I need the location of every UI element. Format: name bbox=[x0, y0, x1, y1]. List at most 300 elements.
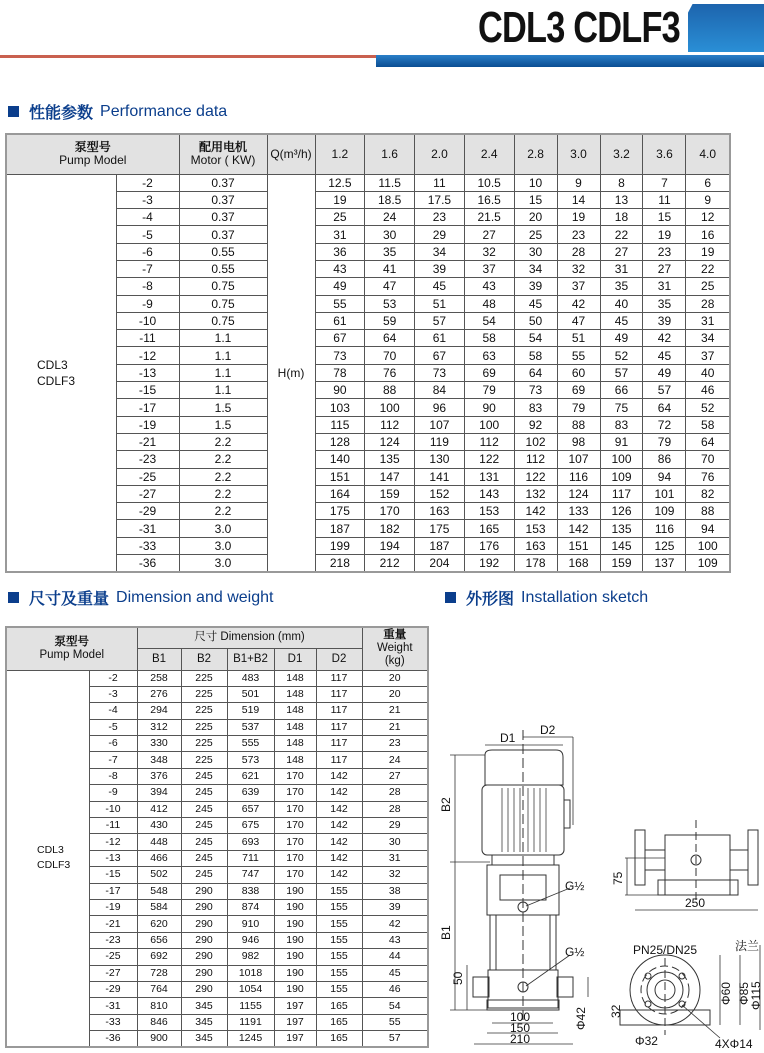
head-value-cell: 141 bbox=[415, 468, 465, 485]
b2-cell: 225 bbox=[181, 670, 227, 686]
model-suffix-cell: -10 bbox=[89, 801, 137, 817]
head-value-cell: 153 bbox=[464, 503, 514, 520]
b1-plus-b2-cell: 910 bbox=[227, 916, 274, 932]
motor-header bbox=[179, 134, 267, 174]
b1-plus-b2-cell: 555 bbox=[227, 736, 274, 752]
head-value-cell: 70 bbox=[365, 347, 415, 364]
motor-power-cell: 0.75 bbox=[179, 278, 267, 295]
d2-cell: 117 bbox=[316, 686, 362, 702]
head-value-cell: 49 bbox=[600, 330, 643, 347]
head-value-cell: 67 bbox=[315, 330, 365, 347]
head-value-cell: 159 bbox=[600, 555, 643, 573]
b1-cell: 656 bbox=[137, 932, 181, 948]
d1-cell: 170 bbox=[274, 818, 316, 834]
d2-cell: 155 bbox=[316, 981, 362, 997]
model-suffix-cell: -15 bbox=[116, 382, 179, 399]
dimension-group-header: 尺寸 Dimension (mm) bbox=[137, 627, 362, 648]
label-flange-spec: PN25/DN25 bbox=[633, 943, 698, 957]
head-value-cell: 19 bbox=[557, 209, 600, 226]
b1-cell: 276 bbox=[137, 686, 181, 702]
b2-cell: 225 bbox=[181, 686, 227, 702]
series-line-2: CDLF3 bbox=[37, 859, 71, 872]
head-value-cell: 17.5 bbox=[415, 191, 465, 208]
model-suffix-cell: -15 bbox=[89, 867, 137, 883]
head-value-cell: 43 bbox=[464, 278, 514, 295]
head-value-cell: 98 bbox=[557, 433, 600, 450]
head-value-cell: 115 bbox=[315, 416, 365, 433]
b1-cell: 584 bbox=[137, 899, 181, 915]
head-value-cell: 175 bbox=[315, 503, 365, 520]
motor-power-cell: 1.5 bbox=[179, 416, 267, 433]
d1-cell: 148 bbox=[274, 686, 316, 702]
d2-cell: 155 bbox=[316, 916, 362, 932]
d1-cell: 148 bbox=[274, 752, 316, 768]
head-value-cell: 46 bbox=[686, 382, 730, 399]
head-value-cell: 145 bbox=[600, 537, 643, 554]
b1-cell: 810 bbox=[137, 998, 181, 1014]
weight-cell: 31 bbox=[362, 850, 428, 866]
head-value-cell: 126 bbox=[600, 503, 643, 520]
head-value-cell: 109 bbox=[686, 555, 730, 573]
head-value-cell: 15 bbox=[643, 209, 686, 226]
b1-plus-b2-cell: 711 bbox=[227, 850, 274, 866]
model-suffix-cell: -19 bbox=[89, 899, 137, 915]
d2-cell: 165 bbox=[316, 1031, 362, 1048]
flow-column-header: 3.6 bbox=[643, 134, 686, 174]
d1-cell: 190 bbox=[274, 899, 316, 915]
head-value-cell: 116 bbox=[643, 520, 686, 537]
b1-cell: 312 bbox=[137, 719, 181, 735]
d1-cell: 197 bbox=[274, 1031, 316, 1048]
head-value-cell: 164 bbox=[315, 485, 365, 502]
section-square-icon bbox=[445, 592, 456, 603]
b1-plus-b2-cell: 675 bbox=[227, 818, 274, 834]
label-b1: B1 bbox=[439, 925, 453, 940]
b1-cell: 412 bbox=[137, 801, 181, 817]
head-value-cell: 30 bbox=[514, 243, 557, 260]
label-flange-cn: 法兰 bbox=[735, 939, 760, 953]
head-value-cell: 194 bbox=[365, 537, 415, 554]
b2-cell: 245 bbox=[181, 867, 227, 883]
model-suffix-cell: -17 bbox=[116, 399, 179, 416]
series-line-1: CDL3 bbox=[37, 357, 68, 372]
flow-column-header: 3.0 bbox=[557, 134, 600, 174]
head-value-cell: 47 bbox=[557, 312, 600, 329]
head-value-cell: 178 bbox=[514, 555, 557, 573]
motor-power-cell: 3.0 bbox=[179, 555, 267, 573]
head-value-cell: 91 bbox=[600, 433, 643, 450]
head-value-cell: 10 bbox=[514, 174, 557, 191]
performance-header-row bbox=[6, 134, 730, 174]
weight-cell: 21 bbox=[362, 703, 428, 719]
b2-cell: 245 bbox=[181, 785, 227, 801]
d2-cell: 165 bbox=[316, 1014, 362, 1030]
head-value-cell: 69 bbox=[464, 364, 514, 381]
head-value-cell: 50 bbox=[514, 312, 557, 329]
head-value-cell: 102 bbox=[514, 433, 557, 450]
label-dim-phi42: Φ42 bbox=[574, 1007, 588, 1030]
head-value-cell: 9 bbox=[686, 191, 730, 208]
head-value-cell: 58 bbox=[686, 416, 730, 433]
b2-cell: 245 bbox=[181, 834, 227, 850]
head-value-cell: 88 bbox=[557, 416, 600, 433]
head-value-cell: 45 bbox=[600, 312, 643, 329]
b2-cell: 245 bbox=[181, 850, 227, 866]
label-dim-150: 150 bbox=[510, 1021, 531, 1035]
d1-cell: 148 bbox=[274, 703, 316, 719]
header-rule-blue bbox=[376, 55, 764, 67]
weight-cell: 24 bbox=[362, 752, 428, 768]
d2-cell: 142 bbox=[316, 834, 362, 850]
d2-cell: 117 bbox=[316, 752, 362, 768]
model-suffix-cell: -8 bbox=[89, 768, 137, 784]
head-value-cell: 53 bbox=[365, 295, 415, 312]
b1-plus-b2-cell: 573 bbox=[227, 752, 274, 768]
head-value-cell: 9 bbox=[557, 174, 600, 191]
d1-cell: 170 bbox=[274, 850, 316, 866]
d2-cell: 142 bbox=[316, 850, 362, 866]
model-suffix-cell: -2 bbox=[89, 670, 137, 686]
head-value-cell: 70 bbox=[686, 451, 730, 468]
head-value-cell: 175 bbox=[415, 520, 465, 537]
head-value-cell: 24 bbox=[365, 209, 415, 226]
head-value-cell: 83 bbox=[514, 399, 557, 416]
weight-cell: 23 bbox=[362, 736, 428, 752]
head-value-cell: 23 bbox=[557, 226, 600, 243]
section-title-en: Dimension and weight bbox=[116, 588, 274, 606]
d2-cell: 142 bbox=[316, 768, 362, 784]
weight-cell: 46 bbox=[362, 981, 428, 997]
head-value-cell: 92 bbox=[514, 416, 557, 433]
motor-header-cn: 配用电机 bbox=[198, 140, 247, 155]
head-value-cell: 73 bbox=[415, 364, 465, 381]
model-suffix-cell: -36 bbox=[89, 1031, 137, 1048]
d1-cell: 190 bbox=[274, 981, 316, 997]
motor-power-cell: 1.1 bbox=[179, 382, 267, 399]
series-line-2: CDLF3 bbox=[37, 373, 76, 388]
b1-plus-b2-cell: 693 bbox=[227, 834, 274, 850]
b1-plus-b2-cell: 946 bbox=[227, 932, 274, 948]
head-value-cell: 16.5 bbox=[464, 191, 514, 208]
head-value-cell: 165 bbox=[464, 520, 514, 537]
head-value-cell: 27 bbox=[600, 243, 643, 260]
head-value-cell: 109 bbox=[600, 468, 643, 485]
head-value-cell: 107 bbox=[557, 451, 600, 468]
b1-cell: 394 bbox=[137, 785, 181, 801]
head-value-cell: 55 bbox=[557, 347, 600, 364]
weight-cell: 39 bbox=[362, 899, 428, 915]
weight-cell: 30 bbox=[362, 834, 428, 850]
b1-cell: 448 bbox=[137, 834, 181, 850]
model-suffix-cell: -12 bbox=[116, 347, 179, 364]
pump-series-cell bbox=[6, 670, 89, 1047]
model-suffix-cell: -21 bbox=[89, 916, 137, 932]
head-value-cell: 34 bbox=[686, 330, 730, 347]
head-value-cell: 152 bbox=[415, 485, 465, 502]
motor-power-cell: 2.2 bbox=[179, 451, 267, 468]
head-value-cell: 57 bbox=[643, 382, 686, 399]
head-value-cell: 11 bbox=[415, 174, 465, 191]
head-value-cell: 41 bbox=[365, 260, 415, 277]
pump-series-cell bbox=[6, 174, 116, 572]
head-value-cell: 124 bbox=[557, 485, 600, 502]
dim-col-b1-b2: B1+B2 bbox=[227, 648, 274, 670]
b1-plus-b2-cell: 838 bbox=[227, 883, 274, 899]
head-value-cell: 137 bbox=[643, 555, 686, 573]
head-value-cell: 103 bbox=[315, 399, 365, 416]
flow-column-header: 4.0 bbox=[686, 134, 730, 174]
head-value-cell: 23 bbox=[643, 243, 686, 260]
head-value-cell: 25 bbox=[686, 278, 730, 295]
model-suffix-cell: -12 bbox=[89, 834, 137, 850]
head-value-cell: 88 bbox=[686, 503, 730, 520]
head-value-cell: 27 bbox=[643, 260, 686, 277]
head-value-cell: 54 bbox=[514, 330, 557, 347]
d1-cell: 190 bbox=[274, 949, 316, 965]
head-value-cell: 112 bbox=[464, 433, 514, 450]
model-suffix-cell: -6 bbox=[116, 243, 179, 260]
head-value-cell: 83 bbox=[600, 416, 643, 433]
head-value-cell: 90 bbox=[315, 382, 365, 399]
b1-cell: 330 bbox=[137, 736, 181, 752]
model-suffix-cell: -8 bbox=[116, 278, 179, 295]
model-suffix-cell: -2 bbox=[116, 174, 179, 191]
b1-cell: 376 bbox=[137, 768, 181, 784]
head-value-cell: 61 bbox=[315, 312, 365, 329]
motor-power-cell: 0.55 bbox=[179, 243, 267, 260]
b1-cell: 502 bbox=[137, 867, 181, 883]
head-value-cell: 51 bbox=[415, 295, 465, 312]
label-dim-32: 32 bbox=[609, 1004, 623, 1018]
label-dim-phi32: Φ32 bbox=[635, 1034, 658, 1048]
head-value-cell: 18.5 bbox=[365, 191, 415, 208]
model-suffix-cell: -25 bbox=[116, 468, 179, 485]
d1-cell: 148 bbox=[274, 670, 316, 686]
motor-power-cell: 0.37 bbox=[179, 209, 267, 226]
head-value-cell: 182 bbox=[365, 520, 415, 537]
head-value-cell: 57 bbox=[600, 364, 643, 381]
page-title: CDL3 CDLF3 bbox=[478, 3, 680, 52]
head-value-cell: 69 bbox=[557, 382, 600, 399]
motor-power-cell: 2.2 bbox=[179, 503, 267, 520]
head-value-cell: 37 bbox=[464, 260, 514, 277]
d2-cell: 142 bbox=[316, 785, 362, 801]
dim-col-d1: D1 bbox=[274, 648, 316, 670]
b1-plus-b2-cell: 747 bbox=[227, 867, 274, 883]
head-value-cell: 8 bbox=[600, 174, 643, 191]
head-value-cell: 170 bbox=[365, 503, 415, 520]
weight-cell: 27 bbox=[362, 768, 428, 784]
d1-cell: 148 bbox=[274, 736, 316, 752]
head-value-cell: 12 bbox=[686, 209, 730, 226]
motor-power-cell: 2.2 bbox=[179, 485, 267, 502]
head-value-cell: 151 bbox=[315, 468, 365, 485]
head-value-cell: 101 bbox=[643, 485, 686, 502]
head-value-cell: 49 bbox=[643, 364, 686, 381]
head-value-cell: 100 bbox=[464, 416, 514, 433]
head-value-cell: 55 bbox=[315, 295, 365, 312]
b2-cell: 345 bbox=[181, 1014, 227, 1030]
head-value-cell: 32 bbox=[557, 260, 600, 277]
head-value-cell: 132 bbox=[514, 485, 557, 502]
b2-cell: 290 bbox=[181, 965, 227, 981]
model-suffix-cell: -36 bbox=[116, 555, 179, 573]
head-value-cell: 153 bbox=[514, 520, 557, 537]
head-value-cell: 30 bbox=[365, 226, 415, 243]
head-value-cell: 135 bbox=[365, 451, 415, 468]
weight-cell: 43 bbox=[362, 932, 428, 948]
head-value-cell: 66 bbox=[600, 382, 643, 399]
head-value-cell: 67 bbox=[415, 347, 465, 364]
b1-cell: 294 bbox=[137, 703, 181, 719]
head-value-cell: 187 bbox=[415, 537, 465, 554]
series-line-1: CDL3 bbox=[37, 844, 64, 857]
motor-power-cell: 1.1 bbox=[179, 330, 267, 347]
head-value-cell: 86 bbox=[643, 451, 686, 468]
label-dim-75: 75 bbox=[611, 871, 625, 885]
head-value-cell: 117 bbox=[600, 485, 643, 502]
b2-cell: 225 bbox=[181, 752, 227, 768]
head-value-cell: 143 bbox=[464, 485, 514, 502]
motor-power-cell: 2.2 bbox=[179, 468, 267, 485]
weight-header-unit: (kg) bbox=[384, 655, 405, 668]
head-value-cell: 32 bbox=[464, 243, 514, 260]
d1-cell: 190 bbox=[274, 965, 316, 981]
model-suffix-cell: -9 bbox=[89, 785, 137, 801]
head-value-cell: 37 bbox=[557, 278, 600, 295]
performance-row bbox=[6, 174, 730, 191]
performance-table bbox=[5, 133, 731, 573]
d2-cell: 155 bbox=[316, 949, 362, 965]
label-d2: D2 bbox=[540, 723, 556, 737]
b1-plus-b2-cell: 1054 bbox=[227, 981, 274, 997]
model-suffix-cell: -5 bbox=[116, 226, 179, 243]
head-value-cell: 122 bbox=[514, 468, 557, 485]
head-value-cell: 147 bbox=[365, 468, 415, 485]
head-value-cell: 31 bbox=[600, 260, 643, 277]
head-value-cell: 112 bbox=[514, 451, 557, 468]
model-suffix-cell: -13 bbox=[89, 850, 137, 866]
label-dim-phi85: Φ85 bbox=[737, 982, 751, 1005]
label-d1: D1 bbox=[500, 731, 516, 745]
head-value-cell: 37 bbox=[686, 347, 730, 364]
head-value-cell: 20 bbox=[514, 209, 557, 226]
head-value-cell: 34 bbox=[415, 243, 465, 260]
label-dim-50: 50 bbox=[451, 971, 465, 985]
head-value-cell: 131 bbox=[464, 468, 514, 485]
b2-cell: 225 bbox=[181, 703, 227, 719]
head-value-cell: 163 bbox=[514, 537, 557, 554]
head-value-cell: 73 bbox=[514, 382, 557, 399]
b2-cell: 225 bbox=[181, 719, 227, 735]
head-value-cell: 15 bbox=[514, 191, 557, 208]
head-value-cell: 45 bbox=[415, 278, 465, 295]
head-value-cell: 218 bbox=[315, 555, 365, 573]
flow-header: Q(m³/h) bbox=[267, 134, 315, 174]
weight-cell: 28 bbox=[362, 785, 428, 801]
motor-power-cell: 0.37 bbox=[179, 191, 267, 208]
b1-cell: 846 bbox=[137, 1014, 181, 1030]
head-value-cell: 64 bbox=[365, 330, 415, 347]
weight-cell: 38 bbox=[362, 883, 428, 899]
model-suffix-cell: -13 bbox=[116, 364, 179, 381]
d1-cell: 170 bbox=[274, 768, 316, 784]
b1-plus-b2-cell: 1191 bbox=[227, 1014, 274, 1030]
head-value-cell: 116 bbox=[557, 468, 600, 485]
weight-header-cn: 重量 bbox=[383, 629, 407, 642]
performance-section-title bbox=[8, 100, 227, 123]
b1-plus-b2-cell: 483 bbox=[227, 670, 274, 686]
b1-cell: 764 bbox=[137, 981, 181, 997]
head-value-cell: 25 bbox=[315, 209, 365, 226]
motor-cap bbox=[485, 750, 563, 785]
section-title-en: Installation sketch bbox=[521, 588, 649, 606]
model-suffix-cell: -33 bbox=[89, 1014, 137, 1030]
b2-cell: 290 bbox=[181, 949, 227, 965]
dimension-header-row bbox=[6, 627, 428, 648]
weight-header bbox=[362, 627, 428, 670]
model-suffix-cell: -11 bbox=[116, 330, 179, 347]
head-value-cell: 23 bbox=[415, 209, 465, 226]
head-value-cell: 79 bbox=[557, 399, 600, 416]
head-value-cell: 142 bbox=[557, 520, 600, 537]
motor-power-cell: 3.0 bbox=[179, 520, 267, 537]
model-suffix-cell: -29 bbox=[89, 981, 137, 997]
head-value-cell: 19 bbox=[315, 191, 365, 208]
model-suffix-cell: -3 bbox=[116, 191, 179, 208]
head-value-cell: 6 bbox=[686, 174, 730, 191]
head-value-cell: 25 bbox=[514, 226, 557, 243]
motor-power-cell: 1.5 bbox=[179, 399, 267, 416]
b1-cell: 620 bbox=[137, 916, 181, 932]
head-value-cell: 36 bbox=[315, 243, 365, 260]
head-value-cell: 19 bbox=[686, 243, 730, 260]
head-value-cell: 112 bbox=[365, 416, 415, 433]
head-value-cell: 35 bbox=[365, 243, 415, 260]
head-value-cell: 79 bbox=[643, 433, 686, 450]
head-value-cell: 135 bbox=[600, 520, 643, 537]
head-value-cell: 159 bbox=[365, 485, 415, 502]
model-suffix-cell: -31 bbox=[89, 998, 137, 1014]
head-value-cell: 122 bbox=[464, 451, 514, 468]
model-suffix-cell: -9 bbox=[116, 295, 179, 312]
head-value-cell: 54 bbox=[464, 312, 514, 329]
model-suffix-cell: -3 bbox=[89, 686, 137, 702]
head-value-cell: 94 bbox=[686, 520, 730, 537]
b1-plus-b2-cell: 537 bbox=[227, 719, 274, 735]
head-value-cell: 40 bbox=[600, 295, 643, 312]
head-value-cell: 10.5 bbox=[464, 174, 514, 191]
head-value-cell: 75 bbox=[600, 399, 643, 416]
section-title-en: Performance data bbox=[100, 102, 228, 120]
b1-plus-b2-cell: 657 bbox=[227, 801, 274, 817]
b2-cell: 225 bbox=[181, 736, 227, 752]
b1-plus-b2-cell: 639 bbox=[227, 785, 274, 801]
b1-cell: 466 bbox=[137, 850, 181, 866]
model-suffix-cell: -11 bbox=[89, 818, 137, 834]
label-g-top: G½ bbox=[565, 879, 585, 893]
head-value-cell: 187 bbox=[315, 520, 365, 537]
flow-column-header: 2.8 bbox=[514, 134, 557, 174]
b1-plus-b2-cell: 874 bbox=[227, 899, 274, 915]
head-value-cell: 64 bbox=[514, 364, 557, 381]
b1-cell: 548 bbox=[137, 883, 181, 899]
b2-cell: 245 bbox=[181, 818, 227, 834]
label-dim-100: 100 bbox=[510, 1010, 531, 1024]
head-value-cell: 63 bbox=[464, 347, 514, 364]
head-value-cell: 199 bbox=[315, 537, 365, 554]
model-suffix-cell: -31 bbox=[116, 520, 179, 537]
